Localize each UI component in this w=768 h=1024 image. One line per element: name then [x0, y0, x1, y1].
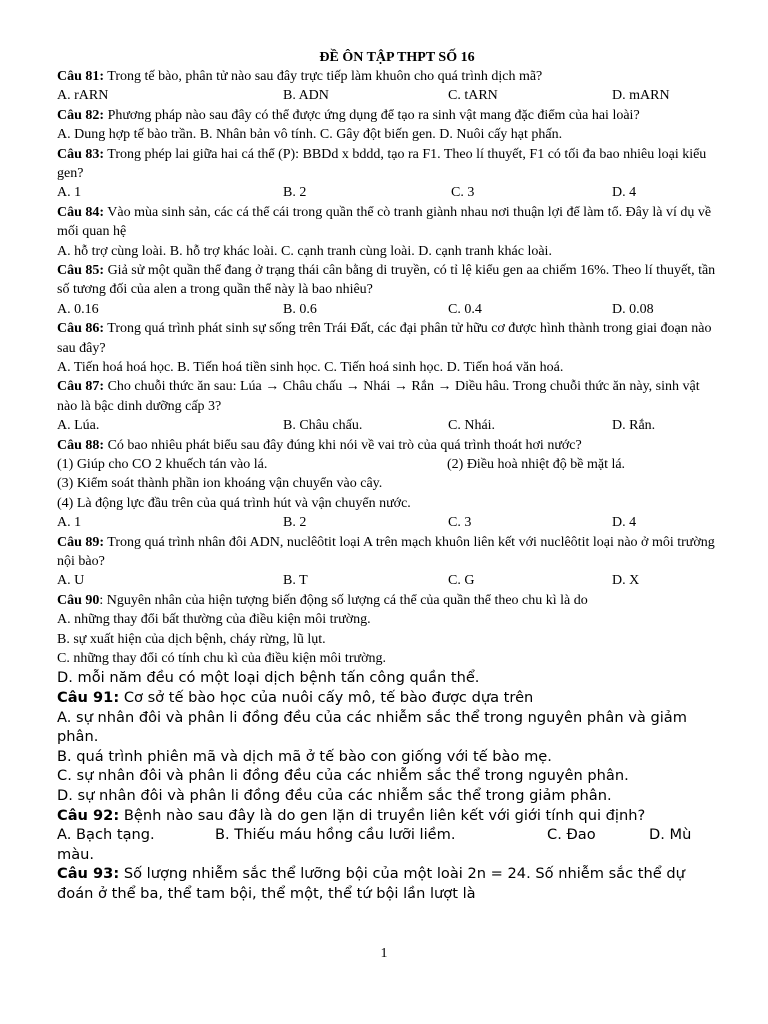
option-d: D. X — [612, 573, 640, 589]
statement-3: (3) Kiểm soát thành phần ion khoáng vận chuyển vào cây. — [57, 476, 383, 492]
question-85 — [57, 261, 717, 300]
option-b: B. 0.6 — [283, 301, 317, 317]
question-text: Trong quá trình phát sinh sự sống trên Trái Đất, các đại phân tử hữu cơ được hình thành trong giai đoạn nào sau đây? — [57, 321, 712, 356]
statement-4: (4) Là động lực đầu trên của quá trình hút và vận chuyển nước. — [57, 495, 411, 511]
question-number: Câu 93: — [57, 865, 120, 883]
statement-row — [57, 455, 717, 474]
question-number: Câu 81: — [57, 69, 105, 84]
exam-page — [57, 48, 717, 904]
page-title: ĐỀ ÔN TẬP THPT SỐ 16 — [319, 50, 475, 65]
question-text: Phương pháp nào sau đây có thể được ứng dụng để tạo ra sinh vật mang đặc điểm của hai loài? — [104, 107, 640, 123]
option-d: D. Mù — [649, 826, 692, 844]
question-83 — [57, 145, 717, 184]
question-84 — [57, 203, 717, 242]
answer-options — [57, 416, 717, 435]
question-text: Có bao nhiêu phát biểu sau đây đúng khi nói về vai trò của quá trình thoát hơi nước? — [104, 437, 582, 453]
question-text: Giả sử một quần thể đang ở trạng thái cân bằng di truyền, có tỉ lệ kiểu gen aa chiếm 16%. Theo lí thuyết, tần số tương đối của alen a trong quần thể này là bao nhiêu? — [57, 263, 716, 298]
option-b: B. Thiếu máu hồng cầu lưỡi liềm. — [215, 826, 456, 844]
question-92 — [57, 806, 717, 826]
question-number: Câu 91: — [57, 689, 120, 707]
option-a: A. Bạch tạng. — [57, 826, 155, 844]
option-c: C. sự nhân đôi và phân li đồng đều của các nhiễm sắc thể trong nguyên phân. — [57, 767, 629, 785]
question-text: Trong phép lai giữa hai cá thể (P): BBDd x bddd, tạo ra F1. Theo lí thuyết, F1 có tối đa bao nhiêu loại kiểu gen? — [57, 146, 707, 182]
question-number: Câu 88: — [57, 437, 105, 453]
option-d: D. Rắn. — [612, 418, 656, 434]
answer-options — [57, 183, 717, 202]
question-number: Câu 92: — [57, 806, 120, 824]
answer-options — [57, 86, 717, 105]
option-a: A. 0.16 — [57, 301, 99, 317]
option-a: A. U — [57, 573, 85, 589]
question-number: Câu 84: — [57, 204, 105, 220]
option-b: B. 2 — [283, 185, 307, 201]
option-a: A. rARN — [57, 88, 109, 104]
question-text: Trong tế bào, phân tử nào sau đây trực tiếp làm khuôn cho quá trình dịch mã? — [104, 69, 543, 84]
option-d: D. mARN — [612, 88, 670, 104]
question-87 — [57, 377, 717, 416]
answer-options — [57, 571, 717, 590]
question-93 — [57, 864, 717, 903]
question-88 — [57, 436, 717, 455]
option-a: A. sự nhân đôi và phân li đồng đều của các nhiễm sắc thể trong nguyên phân và giảm phân. — [57, 708, 687, 746]
question-number: Câu 89: — [57, 534, 105, 550]
option-c: C. G — [448, 573, 475, 589]
answer-options — [57, 513, 717, 532]
question-number: Câu 90 — [57, 592, 100, 608]
option-d: D. sự nhân đôi và phân li đồng đều của các nhiễm sắc thể trong giảm phân. — [57, 787, 612, 805]
option-d: D. 4 — [612, 185, 637, 201]
question-91 — [57, 688, 717, 708]
option-d: D. 4 — [612, 515, 637, 531]
option-b: B. Châu chấu. — [283, 418, 363, 434]
statement-2: (2) Điều hoà nhiệt độ bề mặt lá. — [447, 457, 626, 473]
question-86 — [57, 319, 717, 358]
question-text: Cho chuỗi thức ăn sau: Lúa → Châu chấu → Nhái → Rắn → Diều hâu. Trong chuỗi thức ăn này, sinh vật nào là bậc dinh dưỡng cấp 3? — [57, 379, 700, 414]
page-number: 1 — [380, 946, 388, 961]
option-c: C. 3 — [448, 515, 472, 531]
question-text: Bệnh nào sau đây là do gen lặn di truyền liên kết với giới tính qui định? — [119, 806, 646, 824]
question-number: Câu 82: — [57, 107, 105, 123]
question-text: Số lượng nhiễm sắc thể lưỡng bội của một loài 2n = 24. Số nhiễm sắc thể dự đoán ở thể ba, thể tam bội, thể một, thể tứ bội lần lượt là — [57, 865, 685, 903]
statement-1: (1) Giúp cho CO 2 khuếch tán vào lá. — [57, 457, 268, 473]
option-b: B. sự xuất hiện của dịch bệnh, cháy rừng, lũ lụt. — [57, 631, 326, 647]
option-c: C. những thay đổi có tính chu kì của điều kiện môi trường. — [57, 651, 386, 667]
answer-options — [57, 300, 717, 319]
option-b: B. quá trình phiên mã và dịch mã ở tế bào con giống với tế bào mẹ. — [57, 747, 552, 765]
question-text: Vào mùa sinh sản, các cá thể cái trong quần thể cò tranh giành nhau nơi thuận lợi để làm tổ. Đây là ví dụ về mối quan hệ — [57, 204, 712, 240]
option-b: B. T — [283, 573, 308, 589]
option-a: A. 1 — [57, 515, 82, 531]
option-c: C. Đao — [547, 826, 596, 844]
option-b: B. ADN — [283, 88, 329, 104]
answer-options — [57, 825, 717, 845]
option-c: C. tARN — [448, 88, 498, 104]
question-number: Câu 83: — [57, 146, 105, 162]
question-number: Câu 85: — [57, 263, 105, 279]
question-90 — [57, 591, 717, 610]
answer-options: A. Dung hợp tế bào trần. B. Nhân bản vô tính. C. Gây đột biến gen. D. Nuôi cấy hạt phấn. — [57, 127, 563, 143]
option-a: A. 1 — [57, 185, 82, 201]
question-number: Câu 87: — [57, 379, 105, 395]
question-text: : Nguyên nhân của hiện tượng biến động số lượng cá thể của quần thể theo chu kì là do — [99, 592, 588, 608]
question-82 — [57, 106, 717, 125]
option-a: A. những thay đổi bất thường của điều kiện môi trường. — [57, 612, 371, 628]
option-d-continued: màu. — [57, 845, 95, 863]
option-a: A. Lúa. — [57, 418, 100, 434]
question-89 — [57, 533, 717, 572]
question-text: Trong quá trình nhân đôi ADN, nuclêôtit loại A trên mạch khuôn liên kết với nuclêôtit loại nào ở môi trường nội bào? — [57, 534, 715, 570]
question-text: Cơ sở tế bào học của nuôi cấy mô, tế bào được dựa trên — [119, 689, 534, 707]
option-b: B. 2 — [283, 515, 307, 531]
option-d: D. 0.08 — [612, 301, 654, 317]
question-number: Câu 86: — [57, 321, 105, 337]
option-c: C. Nhái. — [448, 418, 496, 434]
answer-options: A. Tiến hoá hoá học. B. Tiến hoá tiền sinh học. C. Tiến hoá sinh học. D. Tiến hoá văn hoá. — [57, 360, 564, 376]
option-c: C. 3 — [451, 185, 475, 201]
answer-options: A. hỗ trợ cùng loài. B. hỗ trợ khác loài. C. cạnh tranh cùng loài. D. cạnh tranh khác loài. — [57, 243, 552, 259]
question-81 — [57, 67, 717, 86]
option-c: C. 0.4 — [448, 301, 482, 317]
option-d: D. mỗi năm đều có một loại dịch bệnh tấn công quần thể. — [57, 669, 480, 687]
